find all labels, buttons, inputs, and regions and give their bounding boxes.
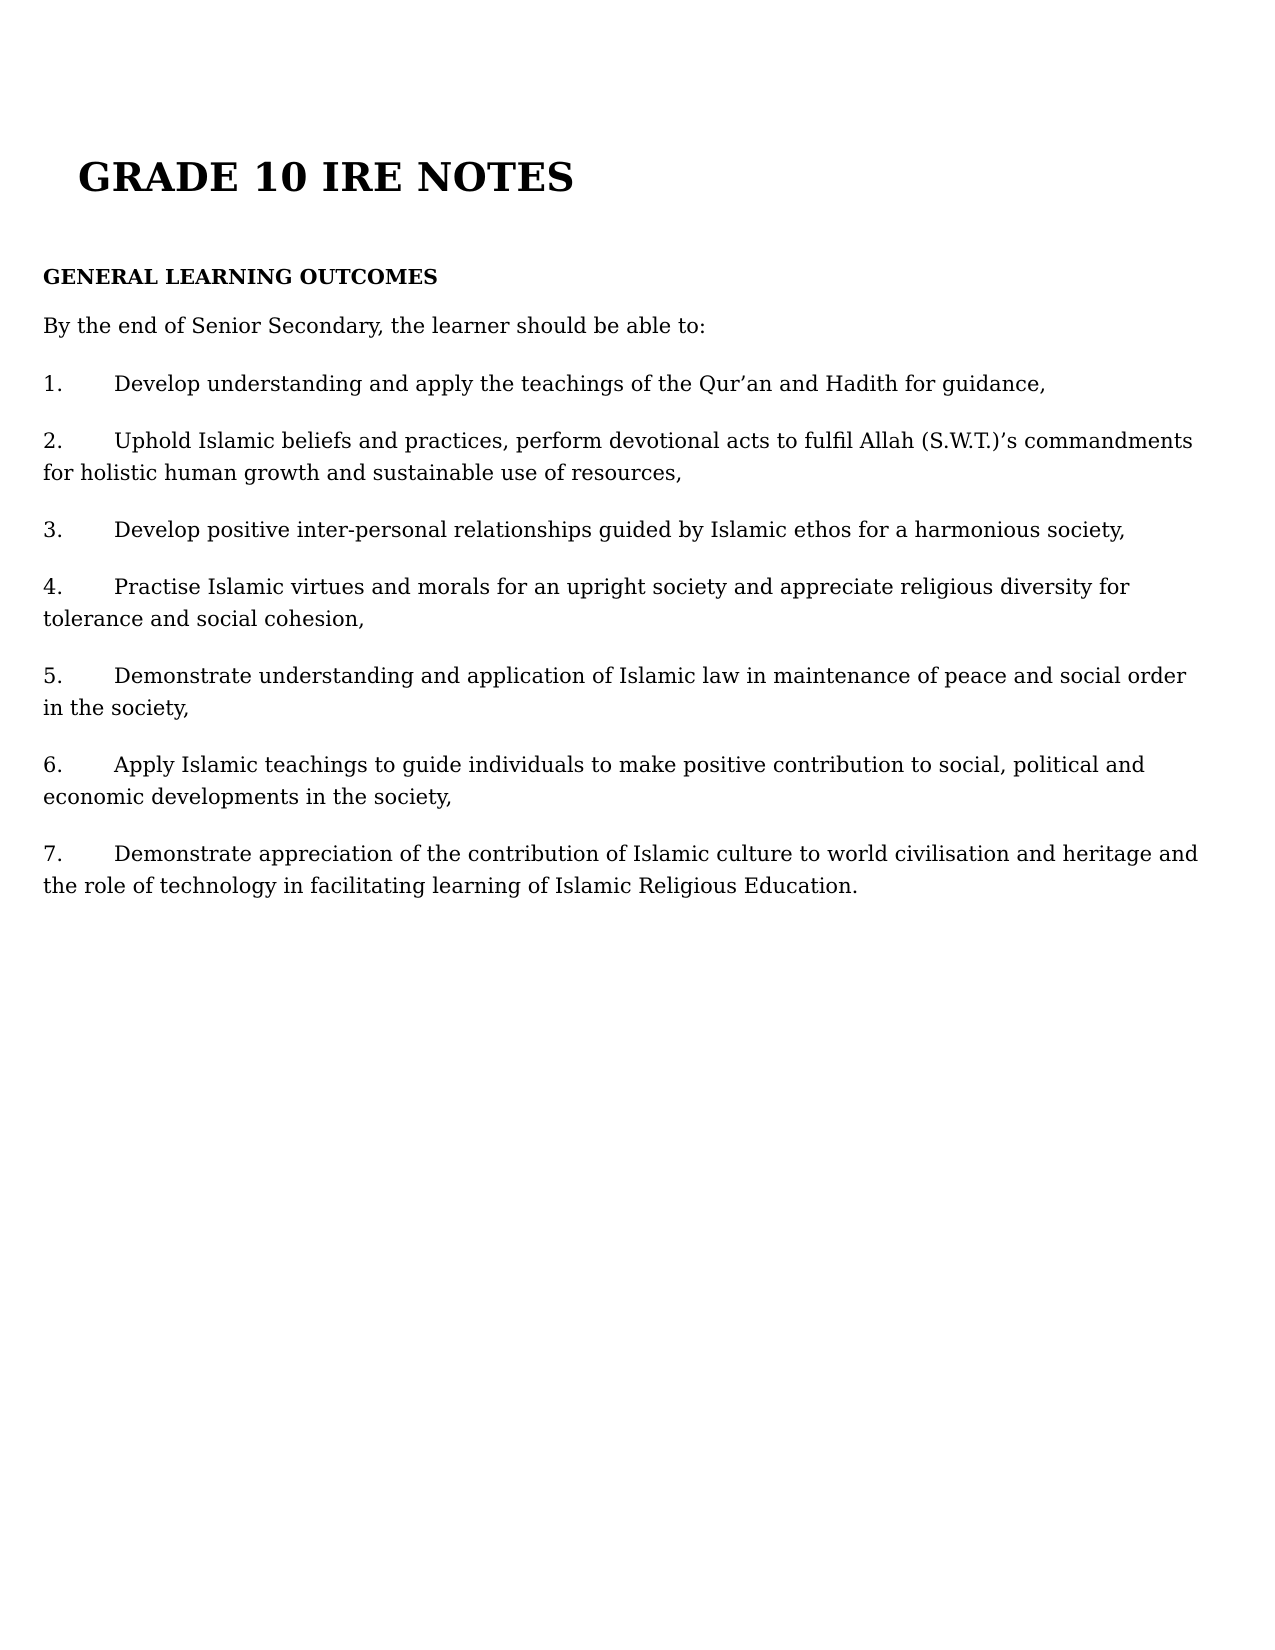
outcome-number: 4. bbox=[43, 575, 64, 599]
outcome-item-6 bbox=[43, 749, 1208, 813]
outcome-item-2 bbox=[43, 425, 1208, 489]
outcome-number: 7. bbox=[43, 842, 64, 866]
section-heading: GENERAL LEARNING OUTCOMES bbox=[43, 265, 438, 289]
outcome-item-5 bbox=[43, 660, 1208, 724]
outcome-number: 5. bbox=[43, 664, 64, 688]
outcome-item-3 bbox=[43, 514, 1208, 546]
outcome-text: Develop understanding and apply the teachings of the Qur’an and Hadith for guidance, bbox=[114, 372, 1047, 396]
intro-text: By the end of Senior Secondary, the learner should be able to: bbox=[43, 314, 707, 338]
outcome-number: 6. bbox=[43, 753, 64, 777]
outcome-text: Apply Islamic teachings to guide individuals to make positive contribution to social, political and economic developments in the society, bbox=[43, 753, 1145, 809]
outcomes-list bbox=[43, 368, 1208, 927]
outcome-number: 2. bbox=[43, 429, 64, 453]
outcome-number: 3. bbox=[43, 518, 64, 542]
outcome-item-1 bbox=[43, 368, 1208, 400]
outcome-text: Demonstrate understanding and application of Islamic law in maintenance of peace and social order in the society, bbox=[43, 664, 1187, 720]
outcome-number: 1. bbox=[43, 372, 64, 396]
outcome-item-7 bbox=[43, 838, 1208, 902]
outcome-text: Demonstrate appreciation of the contribution of Islamic culture to world civilisation and heritage and the role of technology in facilitating learning of Islamic Religious Education. bbox=[43, 842, 1199, 898]
outcome-text: Develop positive inter-personal relationships guided by Islamic ethos for a harmonious society, bbox=[114, 518, 1126, 542]
page-title: GRADE 10 IRE NOTES bbox=[78, 155, 575, 201]
outcome-text: Uphold Islamic beliefs and practices, perform devotional acts to fulfil Allah (S.W.T.)’s commandments for holistic human growth and sustainable use of resources, bbox=[43, 429, 1193, 485]
outcome-text: Practise Islamic virtues and morals for an upright society and appreciate religious diversity for tolerance and social cohesion, bbox=[43, 575, 1130, 631]
outcome-item-4 bbox=[43, 571, 1208, 635]
